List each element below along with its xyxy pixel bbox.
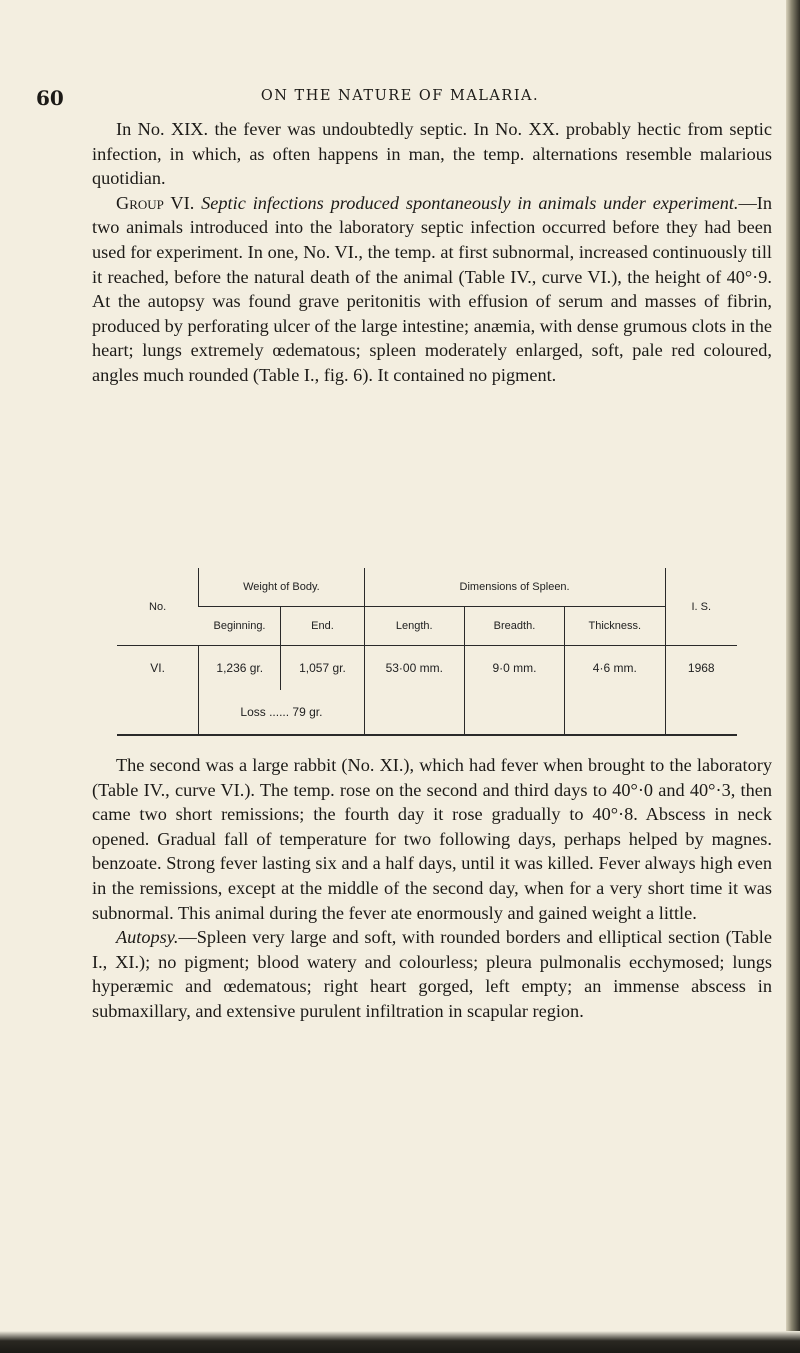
cell-thickness: 4·6 mm.	[565, 646, 665, 691]
header-breadth: Breadth.	[464, 607, 564, 646]
paragraph-2-body: —In two animals introduced into the laboratory septic infection occurred before they had been used for experiment. In one, No. VI., the temp. at first subnormal, increased continuously till it reached, before the natural death of the animal (Table IV., curve VI.), the height of 40°·9. At the autopsy was found grave peritonitis with effusion of serum and masses of fibrin, produced by perforating ulcer of the large intestine; anæmia, with dense grumous clots in the heart; lungs extremely œdematous; spleen moderately enlarged, soft, pale red coloured, angles much rounded (Table I., fig. 6). It contained no pigment.	[92, 192, 772, 385]
table-header-row-1	[117, 568, 737, 607]
table-row	[117, 646, 737, 691]
text-block-top	[92, 117, 772, 388]
header-thickness: Thickness.	[565, 607, 665, 646]
group-label: Group	[116, 192, 164, 213]
cell-empty	[665, 690, 737, 735]
header-is: I. S.	[665, 568, 737, 646]
section-heading: Septic infections produced spontaneously in animals under experiment.	[201, 192, 739, 213]
paragraph-2	[92, 191, 772, 388]
cell-length: 53·00 mm.	[364, 646, 464, 691]
cell-end: 1,057 gr.	[281, 646, 364, 691]
cell-empty	[364, 690, 464, 735]
text-block-bottom	[92, 753, 772, 1024]
table-header-row-2	[117, 607, 737, 646]
spleen-table	[117, 568, 737, 736]
paragraph-3: The second was a large rabbit (No. XI.), which had fever when brought to the laboratory (Table IV., curve VI.). The temp. rose on the second and third days to 40°·0 and 40°·3, then came two short remissions; the fourth day it rose gradually to 40°·8. Abscess in neck opened. Gradual fall of temperature for two following days, perhaps helped by magnes. benzoate. Strong fever lasting six and a half days, until it was killed. Fever always high even in the remissions, except at the middle of the second day, when for a very short time it was subnormal. This animal during the fever ate enormously and gained weight a little.	[92, 755, 772, 923]
header-end: End.	[281, 607, 364, 646]
cell-empty	[117, 690, 199, 735]
header-weight-of-body: Weight of Body.	[199, 568, 364, 607]
cell-breadth: 9·0 mm.	[464, 646, 564, 691]
cell-empty	[565, 690, 665, 735]
paragraph-4-body: —Spleen very large and soft, with rounded borders and elliptical section (Table I., XI.); no pigment; blood watery and colourless; pleura pulmonalis ecchymosed; lungs hyperæmic and œdematous; right heart gorged, left empty; an immense abscess in submaxillary, and extensive purulent infiltration in scapular region.	[92, 927, 772, 1021]
table-row-loss	[117, 690, 737, 735]
header-dimensions-of-spleen: Dimensions of Spleen.	[364, 568, 665, 607]
page-bottom-shadow	[0, 1331, 800, 1353]
cell-is: 1968	[665, 646, 737, 691]
paragraph-4	[92, 925, 772, 1023]
header-no: No.	[149, 600, 167, 613]
group-number: VI.	[163, 192, 202, 213]
running-title: ON THE NATURE OF MALARIA.	[260, 88, 540, 104]
header-length: Length.	[364, 607, 464, 646]
cell-empty	[464, 690, 564, 735]
cell-beginning: 1,236 gr.	[199, 646, 281, 691]
paragraph-1: In No. XIX. the fever was undoubtedly septic. In No. XX. probably hectic from septic infection, in which, as often happens in man, the temp. alternations resemble malarious quotidian.	[92, 119, 772, 189]
page-number: 60	[36, 86, 64, 110]
cell-no: VI.	[117, 646, 199, 691]
autopsy-heading: Autopsy.	[116, 927, 179, 948]
page-edge-shadow	[786, 0, 800, 1353]
header-beginning: Beginning.	[199, 607, 281, 646]
cell-loss: Loss ...... 79 gr.	[199, 690, 364, 735]
